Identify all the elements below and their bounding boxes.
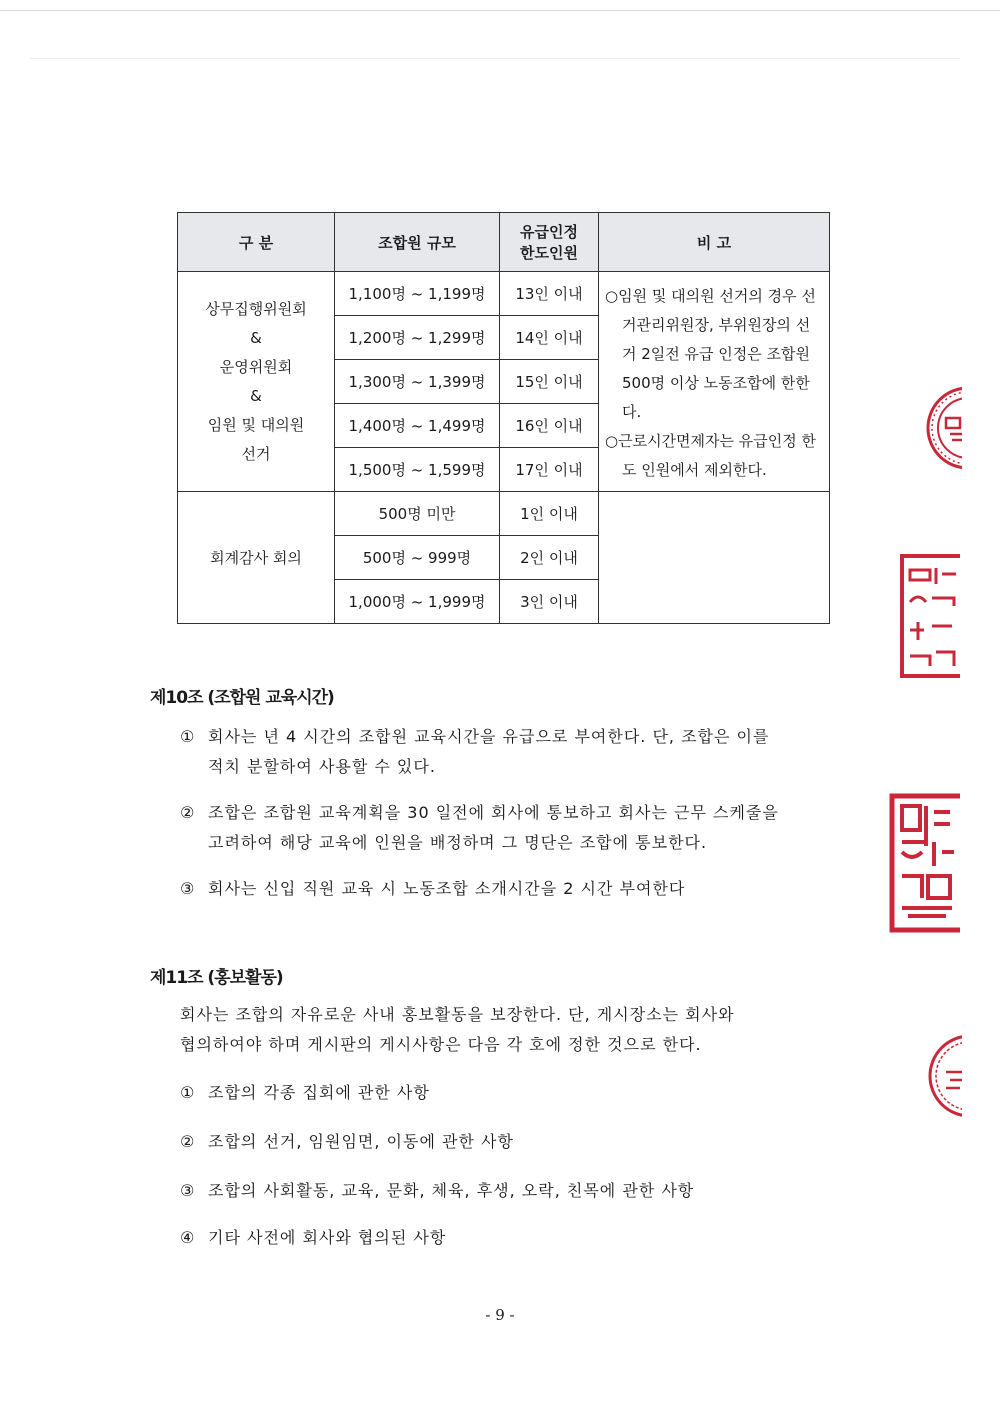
item-text: 조합의 사회활동, 교육, 문화, 체육, 후생, 오락, 친목에 관한 사항 [208, 1181, 695, 1200]
header-category: 구 분 [178, 213, 335, 272]
item-number: ③ [180, 879, 196, 898]
paid-limit-cell: 15인 이내 [500, 360, 599, 404]
group1-label-line: 상무집행위원회 [205, 299, 307, 318]
item-text-line1: 조합은 조합원 교육계획을 30 일전에 회사에 통보하고 회사는 근무 스케줄을 [208, 803, 779, 822]
group2-label-cell: 회계감사 회의 [178, 492, 335, 624]
paid-time-allocation-table [177, 212, 830, 624]
article10-item-1 [180, 722, 830, 782]
table-header-row [178, 213, 830, 272]
member-scale-cell: 500명 미만 [335, 492, 500, 536]
paid-limit-cell: 17인 이내 [500, 448, 599, 492]
member-scale-cell: 1,000명 ~ 1,999명 [335, 580, 500, 624]
remark-item: ○임원 및 대의원 선거의 경우 선거관리위원장, 부위원장의 선거 2일전 유급 인정은 조합원 500명 이상 노동조합에 한한다. [605, 287, 816, 421]
page-number: - 9 - [485, 1306, 515, 1324]
member-scale-cell: 1,100명 ~ 1,199명 [335, 272, 500, 316]
intro-line2: 협의하여야 하며 게시판의 게시사항은 다음 각 호에 정한 것으로 한다. [180, 1035, 702, 1054]
article11-title: 제11조 (홍보활동) [150, 968, 283, 988]
item-text: 조합의 각종 집회에 관한 사항 [208, 1083, 430, 1102]
item-number: ② [180, 1132, 196, 1151]
round-seal-stamp [926, 1032, 962, 1120]
scan-edge-line [0, 10, 1000, 11]
paid-limit-cell: 3인 이내 [500, 580, 599, 624]
item-number: ① [180, 727, 196, 746]
paid-limit-cell: 13인 이내 [500, 272, 599, 316]
header-remarks: 비 고 [599, 213, 830, 272]
group1-remarks-cell [599, 272, 830, 492]
intro-line1: 회사는 조합의 자유로운 사내 홍보활동을 보장한다. 단, 게시장소는 회사와 [180, 1005, 735, 1024]
header-member-scale: 조합원 규모 [335, 213, 500, 272]
article10-title: 제10조 (조합원 교육시간) [150, 688, 334, 708]
header-paid-limit-line2: 한도인원 [520, 244, 578, 262]
table-row [178, 272, 830, 316]
item-number: ③ [180, 1181, 196, 1200]
paid-limit-cell: 1인 이내 [500, 492, 599, 536]
item-text-line1: 회사는 년 4 시간의 조합원 교육시간을 유급으로 부여한다. 단, 조합은 이를 [208, 727, 770, 746]
group1-label-line: & [250, 328, 262, 347]
square-seal-stamp [888, 792, 960, 934]
article11-intro [180, 1000, 830, 1060]
round-seal-stamp [922, 382, 962, 474]
item-text-line2: 적치 분할하여 사용할 수 있다. [208, 757, 436, 776]
group1-label-cell [178, 272, 335, 492]
paid-limit-cell: 16인 이내 [500, 404, 599, 448]
article11-item-2 [180, 1129, 514, 1152]
article11-item-4 [180, 1225, 446, 1248]
item-text-line1: 회사는 신입 직원 교육 시 노동조합 소개시간을 2 시간 부여한다 [208, 879, 686, 898]
item-number: ① [180, 1083, 196, 1102]
group1-label-line: 임원 및 대의원 [207, 415, 305, 434]
item-text: 조합의 선거, 임원임면, 이동에 관한 사항 [208, 1132, 514, 1151]
item-number: ② [180, 803, 196, 822]
header-paid-limit-line1: 유급인정 [520, 223, 578, 241]
article11-item-1 [180, 1080, 430, 1103]
article11-item-3 [180, 1178, 694, 1201]
group1-label-line: 선거 [241, 444, 271, 463]
table-row [178, 492, 830, 536]
member-scale-cell: 1,500명 ~ 1,599명 [335, 448, 500, 492]
remark-item: ○근로시간면제자는 유급인정 한도 인원에서 제외한다. [605, 432, 816, 479]
member-scale-cell: 1,300명 ~ 1,399명 [335, 360, 500, 404]
paid-limit-cell: 2인 이내 [500, 536, 599, 580]
group1-label-line: 운영위원회 [219, 357, 293, 376]
scan-edge-line [30, 58, 960, 59]
member-scale-cell: 1,200명 ~ 1,299명 [335, 316, 500, 360]
group1-label-line: & [250, 386, 262, 405]
item-text: 기타 사전에 회사와 협의된 사항 [208, 1228, 447, 1247]
member-scale-cell: 500명 ~ 999명 [335, 536, 500, 580]
member-scale-cell: 1,400명 ~ 1,499명 [335, 404, 500, 448]
article10-item-2 [180, 798, 830, 858]
item-text-line2: 고려하여 해당 교육에 인원을 배정하며 그 명단은 조합에 통보한다. [208, 833, 708, 852]
square-seal-stamp [898, 552, 960, 680]
header-paid-limit [500, 213, 599, 272]
paid-limit-cell: 14인 이내 [500, 316, 599, 360]
group2-remarks-cell [599, 492, 830, 624]
article10-item-3 [180, 874, 830, 904]
item-number: ④ [180, 1228, 196, 1247]
